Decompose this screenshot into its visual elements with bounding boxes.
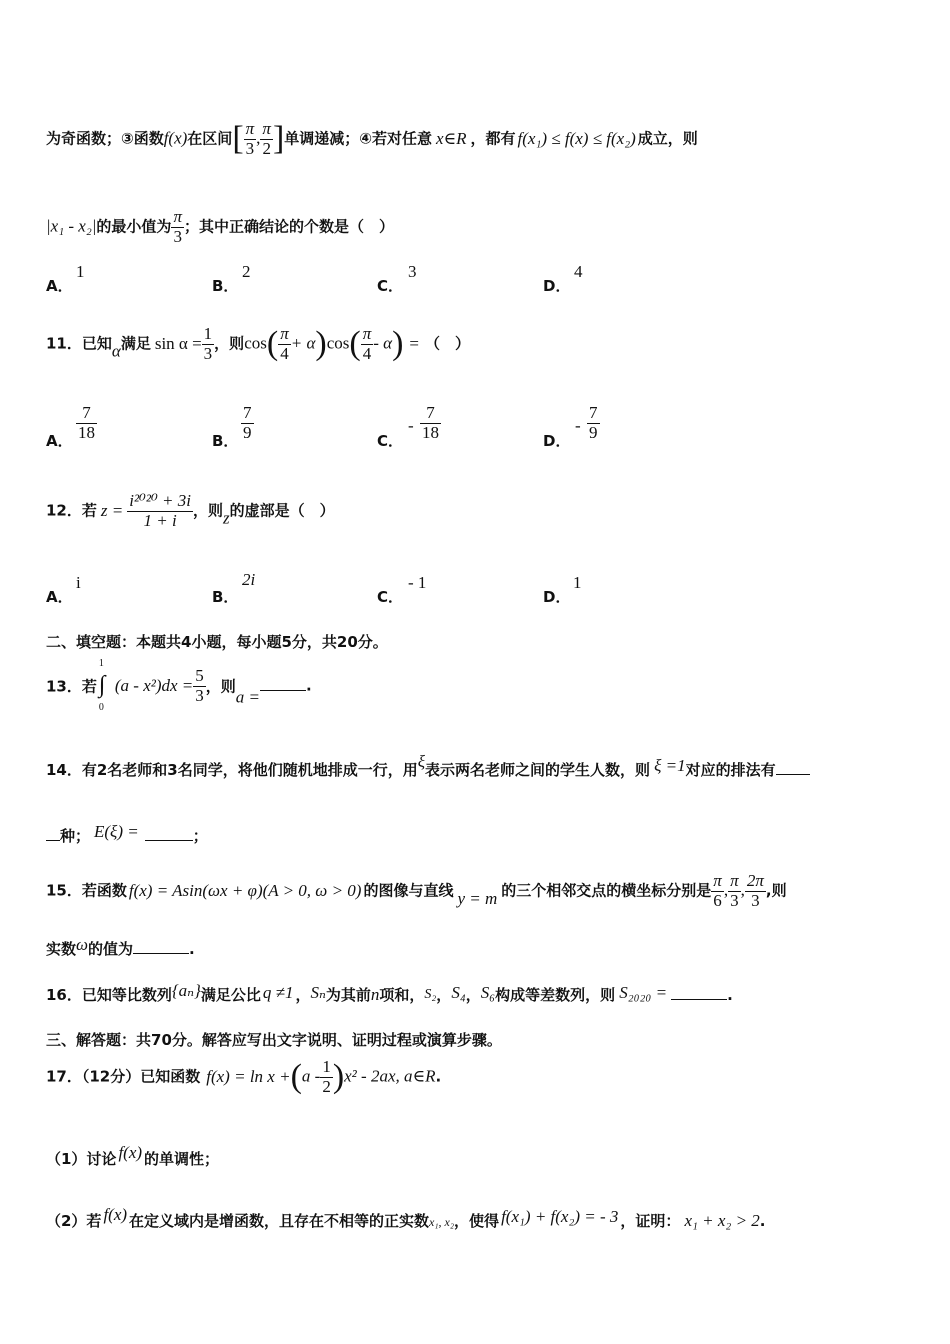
q17-part2 xyxy=(46,1205,766,1231)
option-label: A． xyxy=(46,277,73,295)
option-den: 18 xyxy=(78,422,95,442)
option-den: 18 xyxy=(422,422,439,442)
q10-x-in-R: x∈R xyxy=(435,128,467,148)
q14-line1 xyxy=(46,752,810,780)
option-label: B． xyxy=(212,277,239,295)
q11-text: ，则 xyxy=(214,334,245,353)
cos-1: cos xyxy=(244,333,267,353)
integral-sign: 1 ∫ 0 xyxy=(98,658,106,713)
minus-alpha: - α xyxy=(373,333,393,353)
q16-text: 16．已知等比数列 xyxy=(46,986,172,1004)
q12-text: 12．若 xyxy=(46,501,97,520)
x1-x2-symbols: x₁, x₂ xyxy=(429,1215,455,1229)
option-label: B． xyxy=(212,588,239,606)
plus-alpha: + α xyxy=(290,333,316,353)
q17-coef: a - xyxy=(301,1066,321,1086)
q10-text: 单调递减；④若对任意 xyxy=(284,129,432,148)
integrand: (a - x²)dx = xyxy=(114,676,194,695)
q12-frac-num: i²⁰²⁰ + 3i xyxy=(129,491,191,510)
q17-text: 在定义域内是增函数，且存在不相等的正实数 xyxy=(129,1212,430,1230)
q16-text: 项和， xyxy=(379,986,425,1004)
S4-symbol: S₄ xyxy=(451,983,466,1002)
option-num: 7 xyxy=(589,403,598,422)
section-3-heading: 三、解答题：共70分。解答应写出文字说明、证明过程或演算步骤。 xyxy=(46,1031,502,1049)
q15-text: 的图像与直线 xyxy=(363,881,454,900)
result-inequality: x₁ + x₂ > 2 xyxy=(684,1211,760,1230)
q10-text: ，都有 xyxy=(470,129,516,148)
q12-text: ，则 xyxy=(192,501,223,520)
q16-text: 构成等差数列，则 xyxy=(495,986,616,1004)
option-value: 3 xyxy=(408,262,417,281)
q17-text: . xyxy=(435,1067,442,1086)
n-symbol: n xyxy=(370,985,380,1004)
option-value: 1 xyxy=(76,262,85,281)
q16-text: . xyxy=(727,986,733,1004)
option-value: 2 xyxy=(242,262,251,281)
q12-frac-den: 1 + i xyxy=(143,510,177,530)
a-equals: a = xyxy=(235,687,261,707)
option-sign: - xyxy=(408,416,414,435)
q17-function-part1: f(x) = ln x + xyxy=(206,1066,291,1086)
omega-symbol: ω xyxy=(76,935,89,954)
q12-stem xyxy=(46,492,335,530)
option-label: C． xyxy=(377,277,404,295)
q10-abs-expr: |x₁ - x₂| xyxy=(46,216,97,236)
xi-equals-1: ξ =1 xyxy=(654,756,686,775)
option-num: 7 xyxy=(76,404,97,424)
q14-text: 种； xyxy=(60,827,91,845)
option-label: D． xyxy=(543,432,571,450)
fx-symbol: f(x) xyxy=(103,1205,128,1224)
answer-blank[interactable] xyxy=(133,953,189,954)
option-label: A． xyxy=(46,588,73,606)
Sn-symbol: Sₙ xyxy=(310,983,326,1002)
q10-text: 在区间 xyxy=(187,129,233,148)
q16-text: 满足公比 xyxy=(200,986,261,1004)
q15-text: 的值为 xyxy=(88,940,134,958)
bracket-right: ] xyxy=(272,120,285,158)
option-label: D． xyxy=(543,588,571,606)
q17-stem: 17．（12分）已知函数 f(x) = ln x +(a - $\frac{1}{2}$ )x² - 2ax, a∈R. xyxy=(46,1057,442,1096)
q10-text: ；其中正确结论的个数是（ ） xyxy=(183,217,394,236)
q14-text: 14．有2名老师和3名同学，将他们随机地排成一行，用 xyxy=(46,761,418,779)
answer-blank[interactable] xyxy=(46,840,60,841)
q10-line1: 为奇函数；③函数f(x)在区间[ $\frac{\pi}{3}$ , $\frac{\pi}{2}$ ]单调递减；④若对任意 x∈R ，都有 f(x₁) ≤ f(x) ≤ f(x₂) 成立，则 xyxy=(46,119,698,158)
q17-text: （2）若 xyxy=(46,1212,102,1230)
q15-line1: 15．若函数 f(x) = Asin(ωx + φ)(A > 0, ω > 0) 的图像与直线 y = m 的三个相邻交点的横坐标分别是 $\frac{\pi}{6}$ , $\frac{\pi}{3}$ , $\frac{2\pi}{3}$ ,则 xyxy=(46,871,787,910)
bracket-left: [ xyxy=(232,120,244,158)
S2-symbol: S₂ xyxy=(424,987,437,1002)
q17-text: （1）讨论 xyxy=(46,1150,117,1168)
option-value: - 1 xyxy=(408,573,427,592)
q17-text: 17．（12分）已知函数 xyxy=(46,1067,201,1086)
sum-equation: f(x₁) + f(x₂) = - 3 xyxy=(501,1207,619,1226)
q17-part1 xyxy=(46,1143,219,1169)
q10-text: 成立，则 xyxy=(637,129,698,148)
option-label: D． xyxy=(543,277,571,295)
q15-line2 xyxy=(46,935,195,959)
S6-symbol: S₆ xyxy=(480,983,496,1002)
equals: = xyxy=(409,333,419,353)
q14-text: 对应的排法有 xyxy=(685,761,776,779)
option-value: 1 xyxy=(573,573,582,592)
q13-text: ，则 xyxy=(205,677,236,696)
line-y-m: y = m xyxy=(457,888,498,908)
answer-blank[interactable] xyxy=(671,999,727,1000)
alpha-symbol: α xyxy=(111,341,121,361)
answer-blank[interactable] xyxy=(145,840,193,841)
answer-blank[interactable] xyxy=(776,774,810,775)
q15-text: 的三个相邻交点的横坐标分别是 xyxy=(501,881,712,900)
option-label: C． xyxy=(377,432,404,450)
option-label: B． xyxy=(212,432,239,450)
option-num: 7 xyxy=(420,404,441,424)
option-sign: - xyxy=(575,416,581,435)
q17-text: . xyxy=(759,1212,766,1230)
q11-text: 满足 xyxy=(120,334,151,353)
q12-text: 的虚部是（ ） xyxy=(229,501,335,520)
q14-line2 xyxy=(46,822,208,846)
cos-2: cos xyxy=(326,333,350,353)
q10-fx: f(x) xyxy=(163,128,188,148)
xi-symbol: ξ xyxy=(417,752,426,771)
q10-text: 的最小值为 xyxy=(96,217,172,236)
option-den: 9 xyxy=(243,422,252,442)
section-2-heading: 二、填空题：本题共4小题，每小题5分，共20分。 xyxy=(46,633,388,651)
q13-stem: 13．若 1 ∫ 0 (a - x²)dx = $\frac{5}{3}$ ，则a =. xyxy=(46,658,312,713)
q10-text: 为奇函数；③函数 xyxy=(46,129,164,148)
q16-comma: ， xyxy=(295,986,311,1004)
z-equals: z = xyxy=(100,500,124,520)
option-label: C． xyxy=(377,588,404,606)
option-value: 4 xyxy=(574,262,583,281)
option-num: 7 xyxy=(243,403,252,422)
q11-text: （ ） xyxy=(425,334,471,353)
q-ne-1: q ≠1 xyxy=(262,983,294,1002)
sequence-an: {aₙ} xyxy=(171,981,201,1000)
expectation-expr: E(ξ) = xyxy=(94,822,139,841)
q15-text: 15．若函数 xyxy=(46,881,127,900)
option-den: 9 xyxy=(589,422,598,442)
q10-line2: |x₁ - x₂|的最小值为 $\frac{\pi}{3}$ ；其中正确结论的个数是（ ） xyxy=(46,207,394,246)
q10-inequality: f(x₁) ≤ f(x) ≤ f(x₂) xyxy=(517,128,636,148)
q11-stem: 11．已知α满足 sin α = $\frac{1}{3}$ ，则cos( $\frac{\pi}{4}$ + α)cos( $\frac{\pi}{4}$ - α) = （ ） xyxy=(46,324,471,363)
option-label: A． xyxy=(46,432,73,450)
q13-text: 13．若 xyxy=(46,677,97,696)
q11-text: 11．已知 xyxy=(46,334,112,353)
q14-text: ； xyxy=(192,827,208,845)
q16-text: 为其前 xyxy=(325,986,371,1004)
option-value: i xyxy=(76,573,81,592)
fx-symbol: f(x) xyxy=(118,1143,143,1162)
S2020-equals: S₂₀₂₀ = xyxy=(619,983,668,1002)
q17-text: ，证明： xyxy=(620,1212,681,1230)
z-symbol: z xyxy=(222,508,230,528)
q15-text: . xyxy=(189,940,195,958)
q17-text: ，使得 xyxy=(454,1212,500,1230)
q15-function: f(x) = Asin(ωx + φ)(A > 0, ω > 0) xyxy=(128,880,362,900)
option-value: 2i xyxy=(242,570,256,589)
q15-text: ,则 xyxy=(765,881,787,900)
q16-stem: 16．已知等比数列{aₙ}满足公比 q ≠1 ，Sₙ为其前n项和，S₂，S₄，S₆构成等差数列，则 S₂₀₂₀ = . xyxy=(46,981,733,1004)
q15-text: 实数 xyxy=(46,940,77,958)
q11-condition: sin α = xyxy=(154,333,202,353)
q14-text: 表示两名老师之间的学生人数，则 xyxy=(425,761,651,779)
q17-function-part2: x² - 2ax, a∈R xyxy=(344,1066,436,1086)
q17-text: 的单调性； xyxy=(144,1150,220,1168)
answer-blank[interactable] xyxy=(260,690,306,691)
